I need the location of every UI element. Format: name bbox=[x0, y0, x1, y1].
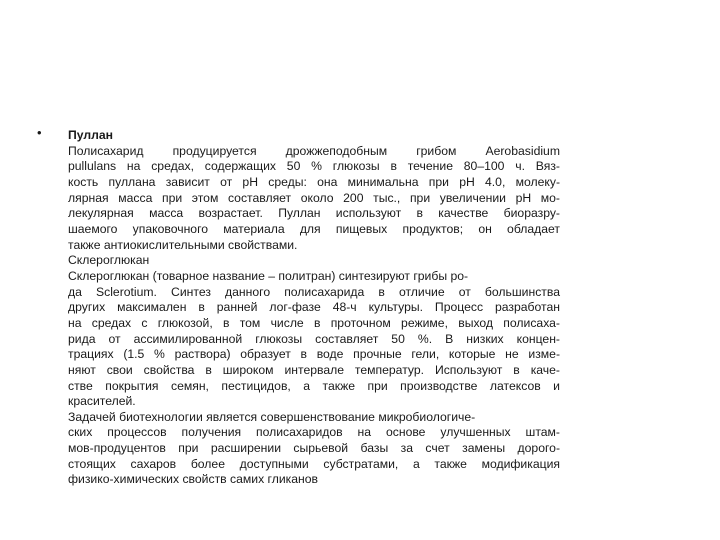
text-line: лекулярная масса возрастает. Пуллан используют в качестве биоразру- bbox=[68, 206, 560, 221]
text-line: pullulans на средах, содержащих 50 % глюкозы в течение 80–100 ч. Вяз- bbox=[68, 159, 560, 174]
section-title: Пуллан bbox=[68, 128, 114, 142]
text-line: стве покрытия семян, пестицидов, а также при производстве латексов и bbox=[68, 378, 560, 393]
text-line: ских процессов получения полисахаридов на основе улучшенных штам- bbox=[68, 425, 560, 440]
text-line: кость пуллана зависит от pH среды: она минимальна при pH 4.0, молеку- bbox=[68, 174, 560, 189]
text-line: Задачей биотехнологии является совершенствование микробиологиче- bbox=[68, 409, 476, 424]
text-line: Полисахарид продуцируется дрожжеподобным грибом Aerobasidium bbox=[68, 143, 560, 158]
text-line: других максимален в ранней лог-фазе 48-ч культуры. Процесс разработан bbox=[68, 300, 560, 315]
text-line: няют свои свойства в широком интервале температур. Используют в каче- bbox=[68, 362, 560, 377]
text-line: рида от ассимилированной глюкозы составляет 50 %. В низких концен- bbox=[68, 331, 560, 346]
text-line: также антиокислительными свойствами. bbox=[68, 237, 298, 252]
text-line: да Sclerotium. Синтез данного полисахарида в отличие от большинства bbox=[68, 284, 560, 299]
text-line: красителей. bbox=[68, 394, 136, 409]
text-line: Склероглюкан (товарное название – политран) синтезируют грибы ро- bbox=[68, 268, 469, 283]
text-line: лярная масса при этом составляет около 200 тыс., при увеличении pH мо- bbox=[68, 190, 560, 205]
bullet-point: • bbox=[37, 125, 42, 140]
text-line: трациях (1.5 % раствора) образует в воде прочные гели, которые не изме- bbox=[68, 347, 560, 362]
text-line: на средах с глюкозой, в том числе в проточном режиме, выход полисаха- bbox=[68, 315, 560, 330]
text-line: Склероглюкан bbox=[68, 253, 150, 268]
text-line: шаемого упаковочного материала для пищевых продуктов; он обладает bbox=[68, 221, 560, 236]
text-line: мов-продуцентов при расширении сырьевой базы за счет замены дорого- bbox=[68, 441, 560, 456]
text-line: стоящих сахаров более доступными субстратами, а также модификация bbox=[68, 456, 560, 471]
text-block bbox=[68, 128, 560, 488]
text-line: физико-химических свойств самих гликанов bbox=[68, 472, 319, 487]
paragraph-lines bbox=[68, 144, 560, 488]
